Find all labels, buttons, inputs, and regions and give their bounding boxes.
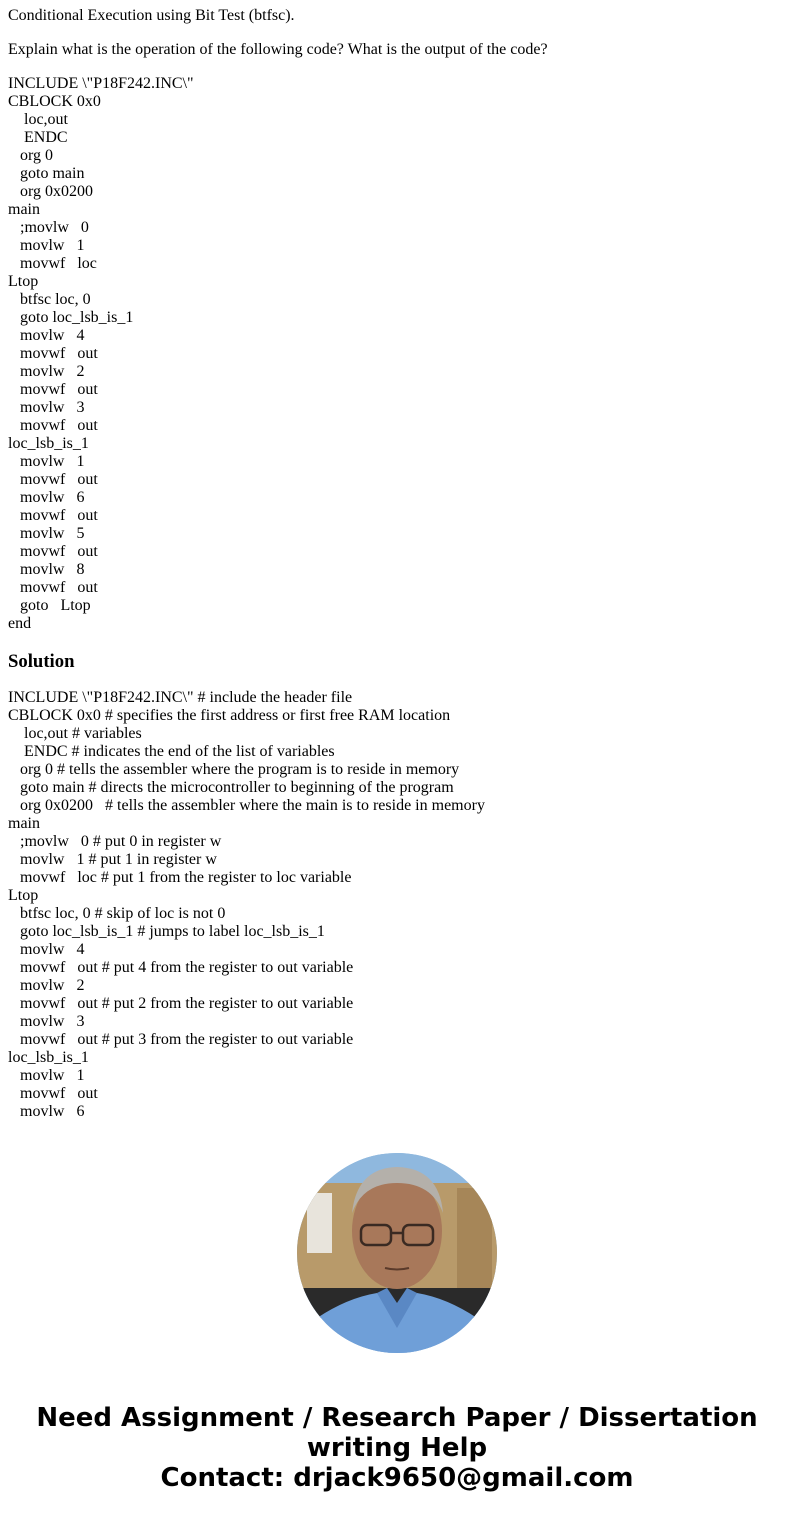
code-line: movlw 1 (8, 237, 85, 254)
code-line: movwf out (8, 507, 98, 524)
code-line: movwf out (8, 471, 98, 488)
code-line: ENDC # indicates the end of the list of variables (8, 743, 335, 760)
code-line: end (8, 615, 32, 632)
code-line: movlw 1 # put 1 in register w (8, 851, 217, 868)
person-photo-icon (297, 1153, 497, 1353)
code-line: ;movlw 0 (8, 219, 89, 236)
question-title: Conditional Execution using Bit Test (btfsc). (8, 7, 295, 24)
code-line: goto loc_lsb_is_1 # jumps to label loc_lsb_is_1 (8, 923, 325, 940)
code-line: movlw 1 (8, 1067, 85, 1084)
code-line: movlw 1 (8, 453, 85, 470)
code-line: btfsc loc, 0 # skip of loc is not 0 (8, 905, 226, 922)
solution-heading: Solution (8, 651, 75, 672)
code-line: movwf loc # put 1 from the register to loc variable (8, 869, 352, 886)
promo-contact: Contact: drjack9650@gmail.com (160, 1463, 634, 1493)
code-line: ENDC (8, 129, 68, 146)
code-line: movwf out (8, 381, 98, 398)
code-line: movlw 2 (8, 363, 85, 380)
code-line: movlw 5 (8, 525, 85, 542)
code-line: movlw 3 (8, 399, 85, 416)
code-line: movlw 6 (8, 489, 85, 506)
code-line: loc,out (8, 111, 68, 128)
code-line: main (8, 201, 40, 218)
code-line: btfsc loc, 0 (8, 291, 91, 308)
code-line: loc_lsb_is_1 (8, 1049, 89, 1066)
code-line: Ltop (8, 887, 39, 904)
code-line: goto main # directs the microcontroller to beginning of the program (8, 779, 454, 796)
code-line: org 0 # tells the assembler where the program is to reside in memory (8, 761, 460, 778)
code-line: movlw 4 (8, 327, 85, 344)
document-body (8, 7, 786, 1121)
code-line: movlw 8 (8, 561, 85, 578)
code-line: movwf out (8, 1085, 98, 1102)
code-line: CBLOCK 0x0 # specifies the first address or first free RAM location (8, 707, 451, 724)
code-line: CBLOCK 0x0 (8, 93, 101, 110)
code-line: main (8, 815, 40, 832)
solution-code-block (8, 689, 786, 1121)
question-prompt: Explain what is the operation of the following code? What is the output of the code? (8, 41, 548, 58)
code-line: org 0x0200 (8, 183, 94, 200)
code-line: movlw 4 (8, 941, 85, 958)
avatar (297, 1153, 497, 1353)
code-line: ;movlw 0 # put 0 in register w (8, 833, 222, 850)
code-line: org 0x0200 # tells the assembler where the main is to reside in memory (8, 797, 485, 814)
promo-line-1: Need Assignment / Research Paper / Dissertation (36, 1403, 758, 1433)
promo-banner (0, 1403, 794, 1493)
code-line: INCLUDE \"P18F242.INC\" (8, 75, 194, 92)
code-line: INCLUDE \"P18F242.INC\" # include the header file (8, 689, 353, 706)
code-line: movwf out (8, 345, 98, 362)
code-line: loc_lsb_is_1 (8, 435, 89, 452)
code-line: movwf out # put 2 from the register to out variable (8, 995, 354, 1012)
code-line: movlw 3 (8, 1013, 85, 1030)
code-line: movlw 6 (8, 1103, 85, 1120)
code-line: movwf out (8, 579, 98, 596)
code-line: movwf out # put 3 from the register to out variable (8, 1031, 354, 1048)
code-line: goto main (8, 165, 85, 182)
code-line: Ltop (8, 273, 39, 290)
code-line: loc,out # variables (8, 725, 142, 742)
question-code-block (8, 75, 786, 633)
code-line: movwf out (8, 417, 98, 434)
promo-line-2: writing Help (306, 1433, 488, 1463)
code-line: org 0 (8, 147, 54, 164)
code-line: movlw 2 (8, 977, 85, 994)
code-line: goto loc_lsb_is_1 (8, 309, 134, 326)
code-line: goto Ltop (8, 597, 91, 614)
code-line: movwf loc (8, 255, 97, 272)
code-line: movwf out # put 4 from the register to out variable (8, 959, 354, 976)
code-line: movwf out (8, 543, 98, 560)
